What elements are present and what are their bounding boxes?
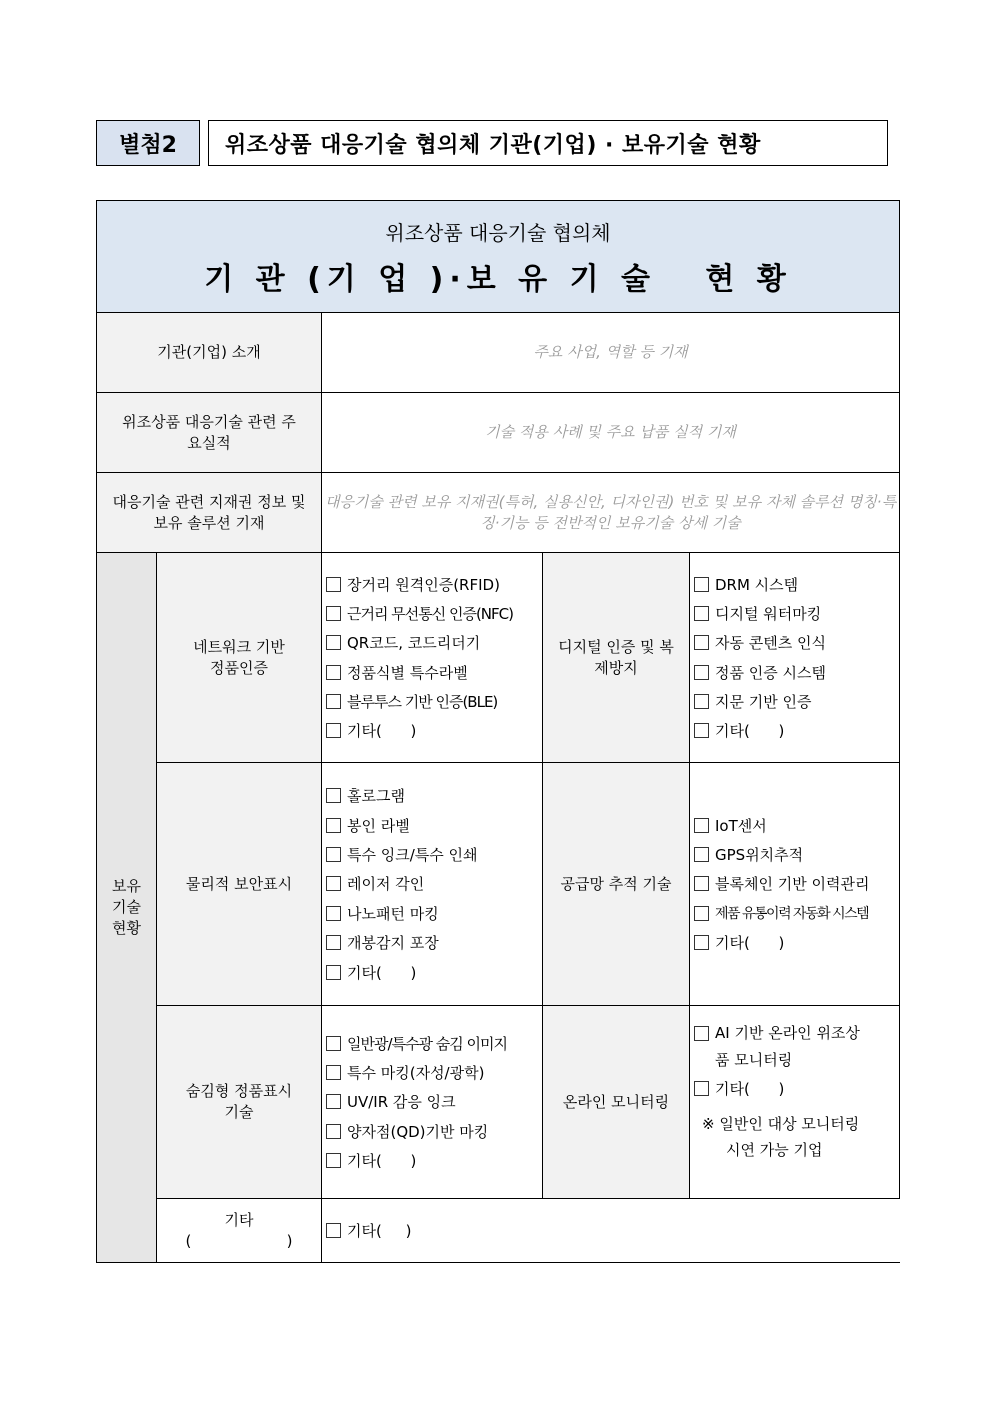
options-digital-auth [690,553,900,763]
category-online-monitoring: 온라인 모니터링 [543,1006,690,1199]
category-hidden-marking: 숨김형 정품표시 기술 [157,1006,322,1199]
option-item[interactable]: 기타( ) [326,1146,538,1175]
checkbox[interactable] [694,935,709,950]
checkbox[interactable] [326,847,341,862]
checkbox[interactable] [326,788,341,803]
achievements-label: 위조상품 대응기술 관련 주요실적 [97,393,322,473]
checkbox[interactable] [326,606,341,621]
checkbox[interactable] [326,1124,341,1139]
option-item[interactable]: AI 기반 온라인 위조상품 모니터링 [694,1020,895,1074]
monitoring-note: ※ 일반인 대상 모니터링 시연 가능 기업 [702,1115,860,1160]
option-item[interactable]: GPS위치추적 [694,840,895,869]
option-item[interactable]: 기타( ) [326,716,538,745]
option-item[interactable]: 나노패턴 마킹 [326,899,538,928]
checkbox[interactable] [326,1153,341,1168]
option-item[interactable]: 일반광/특수광 숨김 이미지 [326,1029,538,1058]
checkbox[interactable] [694,694,709,709]
options-online-monitoring [690,1006,900,1199]
intro-label: 기관(기업) 소개 [97,313,322,393]
option-item[interactable]: 제품 유통이력 자동화 시스템 [694,899,895,928]
checkbox[interactable] [326,694,341,709]
option-item[interactable]: 기타( ) [694,928,895,957]
checkbox[interactable] [694,1081,709,1096]
category-digital-auth: 디지털 인증 및 복제방지 [543,553,690,763]
category-other: 기타 ( ) [157,1199,322,1263]
checkbox[interactable] [326,965,341,980]
heading-main: 기 관 (기 업 )·보 유 기 술 현 황 [204,262,792,297]
checkbox[interactable] [694,723,709,738]
option-item[interactable]: 디지털 워터마킹 [694,599,895,628]
option-item[interactable]: 레이저 각인 [326,869,538,898]
ip-info-label: 대응기술 관련 지재권 정보 및 보유 솔루션 기재 [97,473,322,553]
option-item[interactable]: 장거리 원격인증(RFID) [326,569,538,598]
option-item[interactable]: 근거리 무선통신 인증(NFC) [326,599,538,628]
checkbox[interactable] [694,665,709,680]
checkbox[interactable] [326,935,341,950]
option-item[interactable]: 양자점(QD)기반 마킹 [326,1117,538,1146]
ip-info-input[interactable]: 대응기술 관련 보유 지재권(특허, 실용신안, 디자인권) 번호 및 보유 자체 솔루션 명칭·특징·기능 등 전반적인 보유기술 상세 기술 [322,473,900,553]
checkbox[interactable] [694,635,709,650]
status-table [96,200,900,1263]
option-item[interactable]: 특수 마킹(자성/광학) [326,1058,538,1087]
category-supply-chain: 공급망 추적 기술 [543,763,690,1006]
checkbox[interactable] [694,876,709,891]
checkbox[interactable] [326,1223,341,1238]
option-item[interactable]: 기타( ) [326,957,538,986]
option-item[interactable]: 지문 기반 인증 [694,687,895,716]
side-label: 보유 기술 현황 [97,553,157,1263]
option-item[interactable]: 봉인 라벨 [326,811,538,840]
checkbox[interactable] [694,577,709,592]
checkbox[interactable] [694,847,709,862]
checkbox[interactable] [326,1036,341,1051]
option-item[interactable]: QR코드, 코드리더기 [326,628,538,657]
table-heading [97,201,900,313]
option-item[interactable]: 블루투스 기반 인증(BLE) [326,687,538,716]
checkbox[interactable] [694,606,709,621]
option-item[interactable]: 특수 잉크/특수 인쇄 [326,840,538,869]
options-network-auth [322,553,543,763]
checkbox[interactable] [326,1065,341,1080]
document-title: 위조상품 대응기술 협의체 기관(기업) · 보유기술 현황 [208,120,888,166]
intro-input[interactable]: 주요 사업, 역할 등 기재 [322,313,900,393]
checkbox[interactable] [694,906,709,921]
appendix-badge: 별첨2 [96,120,200,166]
option-item[interactable]: 정품식별 특수라벨 [326,658,538,687]
option-item[interactable]: 기타( ) [694,716,895,745]
option-item[interactable]: IoT센서 [694,811,895,840]
checkbox[interactable] [694,1026,709,1041]
checkbox[interactable] [326,665,341,680]
checkbox[interactable] [326,635,341,650]
options-other [322,1199,900,1263]
checkbox[interactable] [326,818,341,833]
achievements-input[interactable]: 기술 적용 사례 및 주요 납품 실적 기재 [322,393,900,473]
options-hidden-marking [322,1006,543,1199]
option-item[interactable]: 홀로그램 [326,781,538,810]
option-item[interactable]: 개봉감지 포장 [326,928,538,957]
category-physical-security: 물리적 보안표시 [157,763,322,1006]
checkbox[interactable] [326,876,341,891]
option-item[interactable]: 정품 인증 시스템 [694,658,895,687]
option-item[interactable]: 기타( ) [694,1074,895,1103]
heading-subtitle: 위조상품 대응기술 협의체 [385,221,611,245]
category-network-auth: 네트워크 기반 정품인증 [157,553,322,763]
checkbox[interactable] [326,1094,341,1109]
option-item[interactable]: 블록체인 기반 이력관리 [694,869,895,898]
option-item[interactable]: DRM 시스템 [694,569,895,598]
options-physical-security [322,763,543,1006]
options-supply-chain [690,763,900,1006]
checkbox[interactable] [326,906,341,921]
checkbox[interactable] [326,723,341,738]
option-item[interactable]: 자동 콘텐츠 인식 [694,628,895,657]
checkbox[interactable] [694,818,709,833]
option-item[interactable]: UV/IR 감응 잉크 [326,1087,538,1116]
checkbox[interactable] [326,577,341,592]
option-item[interactable]: 기타( ) [326,1216,896,1245]
